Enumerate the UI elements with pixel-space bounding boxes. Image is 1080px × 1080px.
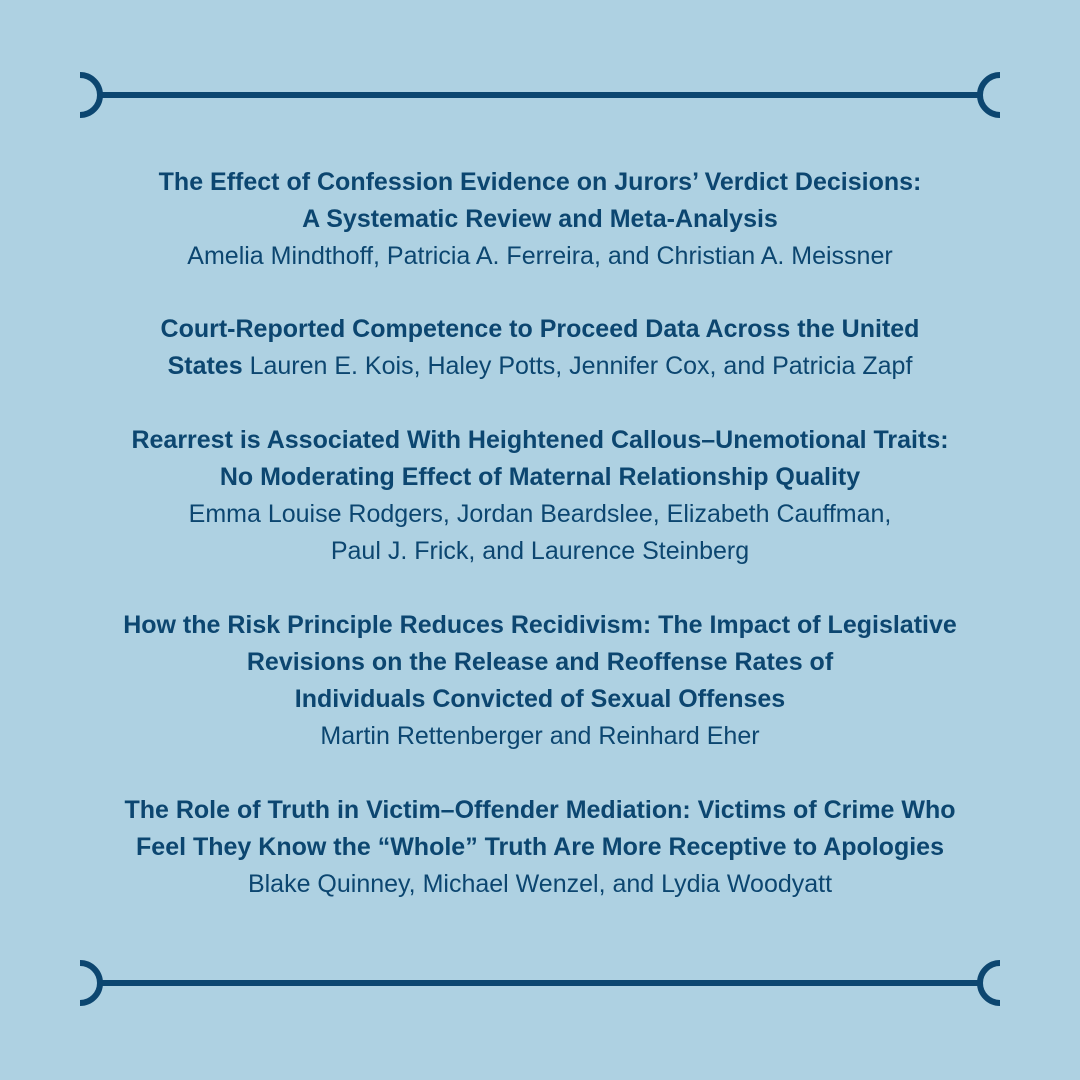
article-3-title-line-2: No Moderating Effect of Maternal Relationship Quality	[219, 463, 861, 491]
bottom-divider	[76, 960, 1004, 1006]
article-4	[30, 607, 1050, 755]
article-5-authors-line-1: Blake Quinney, Michael Wenzel, and Lydia Woodyatt	[247, 870, 833, 898]
article-1-title-line-1: The Effect of Confession Evidence on Jurors’ Verdict Decisions:	[158, 168, 922, 196]
top-divider	[76, 72, 1004, 118]
article-5-title-line-2: Feel They Know the “Whole” Truth Are More Receptive to Apologies	[136, 833, 944, 861]
article-2	[30, 311, 1050, 385]
article-3	[30, 422, 1050, 570]
article-2-title-line-1: Court-Reported Competence to Proceed Data Across the United	[160, 315, 920, 343]
top-divider-graphic	[76, 72, 1004, 118]
article-4-title-line-1: How the Risk Principle Reduces Recidivism: The Impact of Legislative	[123, 611, 957, 639]
article-4-title-line-3: Individuals Convicted of Sexual Offenses	[294, 685, 786, 713]
article-5-title-line-1: The Role of Truth in Victim–Offender Mediation: Victims of Crime Who	[124, 796, 956, 824]
article-1-title-line-2: A Systematic Review and Meta-Analysis	[302, 205, 778, 233]
bottom-divider-graphic	[76, 960, 1004, 1006]
article-3-authors-line-1: Emma Louise Rodgers, Jordan Beardslee, Elizabeth Cauffman,	[188, 500, 892, 528]
article-4-authors-line-1: Martin Rettenberger and Reinhard Eher	[320, 722, 760, 750]
article-2-title-line-2: States	[167, 352, 243, 380]
article-1	[30, 164, 1050, 275]
article-5	[30, 792, 1050, 903]
article-3-title-line-1: Rearrest is Associated With Heightened Callous–Unemotional Traits:	[131, 426, 949, 454]
article-4-title-line-2: Revisions on the Release and Reoffense Rates of	[246, 648, 834, 676]
article-2-authors-inline: Lauren E. Kois, Haley Potts, Jennifer Cox, and Patricia Zapf	[249, 352, 913, 380]
article-1-authors-line-1: Amelia Mindthoff, Patricia A. Ferreira, and Christian A. Meissner	[187, 242, 893, 270]
article-3-authors-line-2: Paul J. Frick, and Laurence Steinberg	[330, 537, 750, 565]
